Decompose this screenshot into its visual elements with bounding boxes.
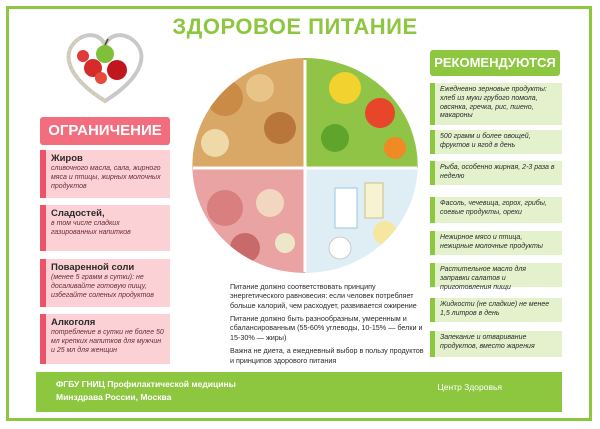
restriction-fats-heading: Жиров	[51, 153, 83, 164]
restriction-alcohol-heading: Алкоголя	[51, 317, 96, 328]
center-text	[230, 282, 426, 369]
center-paragraph-balance: Питание должно соответствовать принципу энергетического равновесия: если человек потребляет больше калорий, чем расходует, развивается ожирение	[230, 282, 417, 310]
restriction-header: ОГРАНИЧЕНИЕ	[40, 117, 170, 145]
footer-bar	[36, 372, 562, 412]
restriction-salt-heading: Поваренной соли	[51, 262, 135, 273]
footer-org-line2: Минздрава России, Москва	[56, 392, 172, 403]
food-plate-illustration	[185, 58, 425, 278]
footer-organization	[56, 378, 236, 404]
center-paragraph-variety: Питание должно быть разнообразным, умеренным и сбалансированным (55-60% углеводы, 10-15% — белки и 15-30% — жиры)	[230, 314, 423, 342]
restriction-sweets	[40, 205, 170, 251]
recommended-header: РЕКОМЕНДУЮТСЯ	[430, 50, 560, 76]
restriction-fats-text: сливочного масла, сала, жирного мяса и птицы, жирных молочных продуктов	[51, 165, 161, 190]
restriction-salt	[40, 259, 170, 307]
restriction-fats	[40, 150, 170, 198]
restriction-salt-text: (менее 5 грамм в сутки): не досаливайте готовую пищу, избегайте соленых продуктов	[51, 274, 154, 299]
restriction-alcohol	[40, 314, 170, 364]
recommended-item: Растительное масло для заправки салатов и приготовления пищи	[430, 263, 562, 287]
footer-health-center: Центр Здоровья	[437, 382, 502, 392]
recommended-item: Рыба, особенно жирная, 2-3 раза в неделю	[430, 161, 562, 185]
recommended-item: Нежирное мясо и птица, нежирные молочные продукты	[430, 231, 562, 255]
recommended-item: Фасоль, чечевица, горох, грибы, соевые продукты, орехи	[430, 197, 562, 223]
recommended-item: Ежедневно зерновые продукты: хлеб из муки грубого помола, овсянка, гречка, рис, пшено, макароны	[430, 83, 562, 125]
page-title: ЗДОРОВОЕ ПИТАНИЕ	[172, 14, 418, 39]
recommended-item: 500 грамм и более овощей, фруктов и ягод в день	[430, 130, 562, 154]
heart-fruit-icon	[55, 26, 155, 106]
restriction-sweets-heading: Сладостей,	[51, 208, 105, 219]
restriction-alcohol-text: потребление в сутки не более 50 мл крепких напитков для мужчин и 25 мл для женщин	[51, 329, 164, 354]
restriction-sweets-text: в том числе сладких газированных напитков	[51, 220, 131, 236]
center-paragraph-choice: Важна не диета, а ежедневный выбор в пользу продуктов и принципов здорового питания	[230, 346, 424, 365]
footer-org-line1: ФГБУ ГНИЦ Профилактической медицины	[56, 379, 236, 389]
recommended-item: Жидкости (не сладкие) не менее 1,5 литров в день	[430, 298, 562, 322]
recommended-item: Запекание и отваривание продуктов, вместо жарения	[430, 331, 562, 357]
